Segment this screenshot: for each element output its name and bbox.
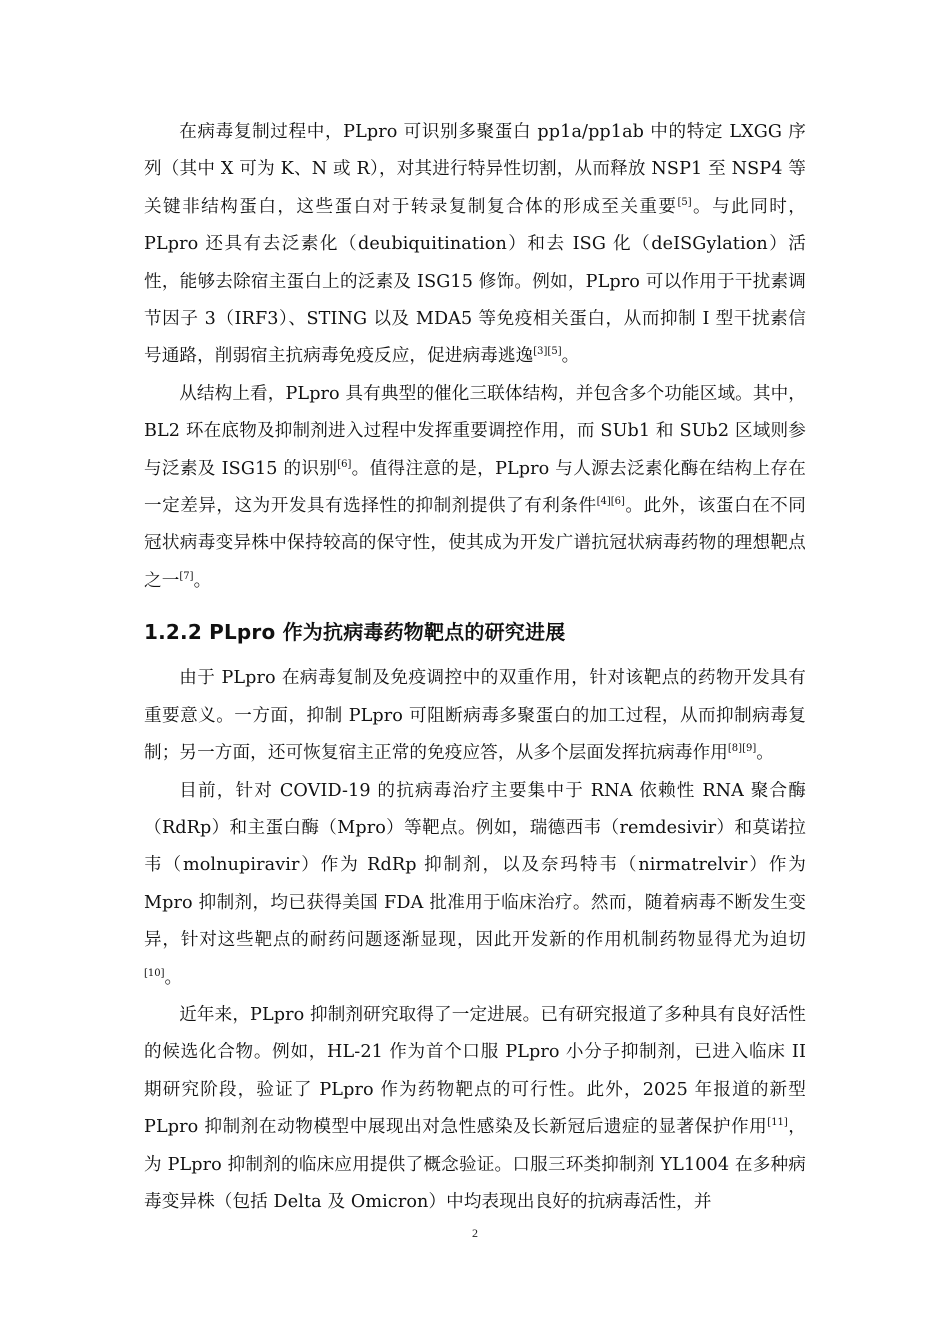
- body-paragraph: [144, 997, 806, 1221]
- paragraph-text: 目前，针对 COVID-19 的抗病毒治疗主要集中于 RNA 依赖性 RNA 聚合酶（RdRp）和主蛋白酶（Mpro）等靶点。例如，瑞德西韦（remdesivir）和莫诺拉韦（molnupiravir）作为 RdRp 抑制剂，以及奈玛特韦（nirmatrelvir）作为 Mpro 抑制剂，均已获得美国 FDA 批准用于临床治疗。然而，随着病毒不断发生变异，针对这些靶点的耐药问题逐渐显现，因此开发新的作用机制药物显得尤为迫切: [144, 780, 806, 951]
- paragraph-text: 。: [193, 570, 212, 591]
- paragraph-text: 由于 PLpro 在病毒复制及免疫调控中的双重作用，针对该靶点的药物开发具有重要意义。一方面，抑制 PLpro 可阻断病毒多聚蛋白的加工过程，从而抑制病毒复制；另一方面，还可恢复宿主正常的免疫应答，从多个层面发挥抗病毒作用: [144, 668, 806, 764]
- citation-reference: [6]: [337, 458, 352, 470]
- paragraph-text: 。: [756, 743, 774, 764]
- paragraphs-after-heading: [144, 660, 806, 1221]
- page-number: 2: [472, 1226, 478, 1240]
- citation-reference: [5]: [677, 196, 692, 208]
- body-paragraph: [144, 660, 806, 772]
- citation-reference: [10]: [144, 967, 165, 979]
- citation-reference: [7]: [179, 570, 194, 582]
- paragraph-text: ，为 PLpro 抑制剂的临床应用提供了概念验证。口服三环类抑制剂 YL1004 在多种病毒变异株（包括 Delta 及 Omicron）中均表现出良好的抗病毒活性，并: [144, 1117, 806, 1212]
- paragraphs-before-heading: [144, 114, 806, 600]
- body-paragraph: [144, 376, 806, 600]
- paragraph-text: 。: [164, 967, 183, 988]
- body-paragraph: [144, 114, 806, 376]
- citation-reference: [4][6]: [596, 496, 625, 508]
- citation-reference: [8][9]: [727, 743, 757, 755]
- paragraph-text: 。与此同时，PLpro 还具有去泛素化（deubiquitination）和去 ISG 化（deISGylation）活性，能够去除宿主蛋白上的泛素及 ISG15 修饰。例如，PLpro 可以作用于干扰素调节因子 3（IRF3）、STING 以及 MDA5 等免疫相关蛋白，从而抑制 I 型干扰素信号通路，削弱宿主抗病毒免疫反应，促进病毒逃逸: [144, 196, 806, 367]
- paragraph-text: 近年来，PLpro 抑制剂研究取得了一定进展。已有研究报道了多种具有良好活性的候选化合物。例如，HL-21 作为首个口服 PLpro 小分子抑制剂，已进入临床 II 期研究阶段，验证了 PLpro 作为药物靶点的可行性。此外，2025 年报道的新型 PLpro 抑制剂在动物模型中展现出对急性感染及长新冠后遗症的显著保护作用: [144, 1004, 806, 1138]
- body-paragraph: [144, 773, 806, 997]
- citation-reference: [11]: [767, 1117, 788, 1129]
- paragraph-text: 从结构上看，PLpro 具有典型的催化三联体结构，并包含多个功能区域。其中，BL2 环在底物及抑制剂进入过程中发挥重要调控作用，而 SUb1 和 SUb2 区域则参与泛素及 ISG15 的识别: [144, 383, 806, 479]
- page-body: [144, 114, 806, 1221]
- paragraph-text: 。值得注意的是，PLpro 与人源去泛素化酶在结构上存在一定差异，这为开发具有选择性的抑制剂提供了有利条件: [144, 458, 806, 517]
- section-heading: 1.2.2 PLpro 作为抗病毒药物靶点的研究进展: [144, 620, 566, 645]
- citation-reference: [3][5]: [533, 346, 562, 358]
- paragraph-text: 。: [561, 346, 580, 367]
- paragraph-text: 。此外，该蛋白在不同冠状病毒变异株中保持较高的保守性，使其成为开发广谱抗冠状病毒药物的理想靶点之一: [144, 496, 806, 591]
- paragraph-text: 在病毒复制过程中，PLpro 可识别多聚蛋白 pp1a/pp1ab 中的特定 LXGG 序列（其中 X 可为 K、N 或 R），对其进行特异性切割，从而释放 NSP1 至 NSP4 等关键非结构蛋白，这些蛋白对于转录复制复合体的形成至关重要: [144, 122, 806, 217]
